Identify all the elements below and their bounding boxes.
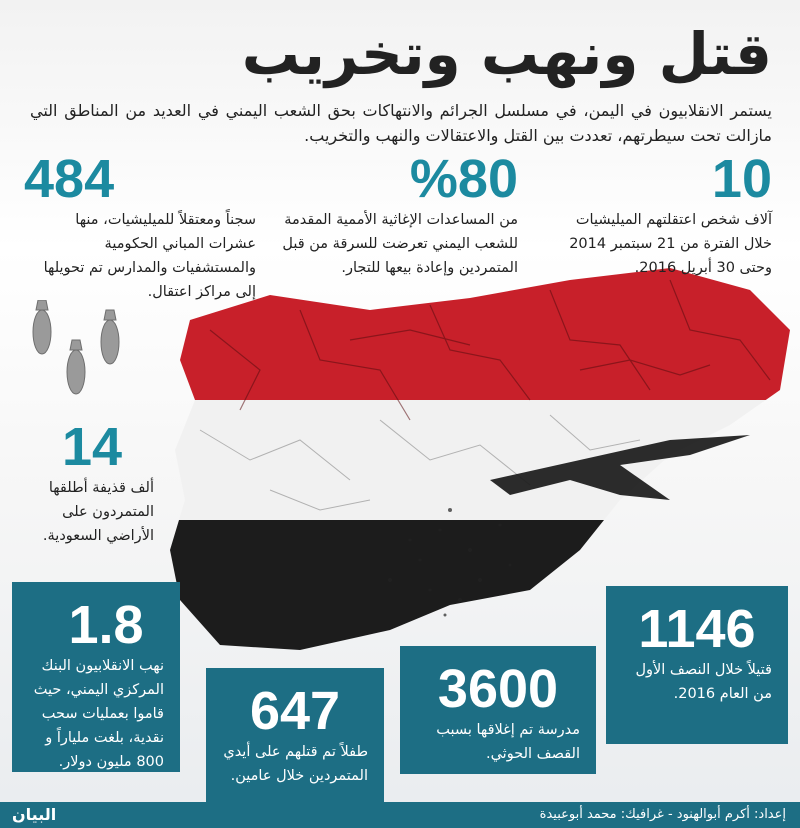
stat-prisoners-text: سجناً ومعتقلاً للميليشيات، منها عشرات المباني الحكومية والمستشفيات والمدارس تم تحويلها إلى مراكز اعتقال. bbox=[43, 212, 256, 300]
flag-white-band bbox=[150, 400, 795, 520]
stat-schools bbox=[400, 646, 596, 774]
footer-credits: إعداد: أكرم أبوالهنود - غرافيك: محمد أبوعبيدة bbox=[539, 807, 786, 822]
stat-detained-text: آلاف شخص اعتقلتهم الميليشيات خلال الفترة من 21 سبتمبر 2014 وحتى 30 أبريل 2016. bbox=[569, 212, 772, 276]
stat-bank-text: نهب الانقلابيون البنك المركزي اليمني، حيث قاموا بعمليات سحب نقدية، بلغت ملياراً و 800 مليون دولار. bbox=[33, 658, 164, 770]
stat-children-number: 647 bbox=[249, 681, 341, 741]
stat-aid-number: %80 bbox=[409, 149, 518, 209]
bombs-icon bbox=[24, 300, 134, 410]
stat-children bbox=[206, 668, 384, 802]
stat-killed-text: قتيلاً خلال النصف الأول من العام 2016. bbox=[635, 662, 772, 702]
stat-shells-text: ألف قذيفة أطلقها المتمردون على الأراضي السعودية. bbox=[42, 480, 154, 544]
stat-bank bbox=[12, 582, 180, 772]
page-title: قتل ونهب وتخريب bbox=[241, 20, 772, 88]
stat-detained bbox=[550, 150, 772, 280]
stat-schools-text: مدرسة تم إغلاقها بسبب القصف الحوثي. bbox=[436, 722, 580, 762]
stat-prisoners-number: 484 bbox=[24, 149, 115, 209]
intro-paragraph: يستمر الانقلابيون في اليمن، في مسلسل الجرائم والانتهاكات بحق الشعب اليمني في العديد من المناطق التي مازالت تحت سيطرتهم، تعددت بين القتل والاعتقالات والنهب والتخريب. bbox=[30, 101, 772, 145]
stat-bank-number: 1.8 bbox=[68, 595, 144, 655]
stat-shells-number: 14 bbox=[62, 417, 123, 477]
stat-detained-number: 10 bbox=[711, 149, 772, 209]
stat-shells bbox=[22, 418, 154, 548]
stat-aid bbox=[282, 150, 518, 280]
stat-children-text: طفلاً تم قتلهم على أيدي المتمردين خلال عامين. bbox=[223, 744, 368, 784]
newspaper-logo: البيان bbox=[12, 805, 57, 824]
footer-bar bbox=[0, 802, 800, 828]
stat-aid-text: من المساعدات الإغاثية الأممية المقدمة للشعب اليمني تعرضت للسرقة من قبل المتمردين وإعادة بيعها للتجار. bbox=[282, 212, 518, 276]
stat-prisoners bbox=[24, 150, 256, 304]
stat-schools-number: 3600 bbox=[437, 659, 559, 719]
stat-killed bbox=[606, 586, 788, 744]
stat-killed-number: 1146 bbox=[638, 599, 756, 659]
